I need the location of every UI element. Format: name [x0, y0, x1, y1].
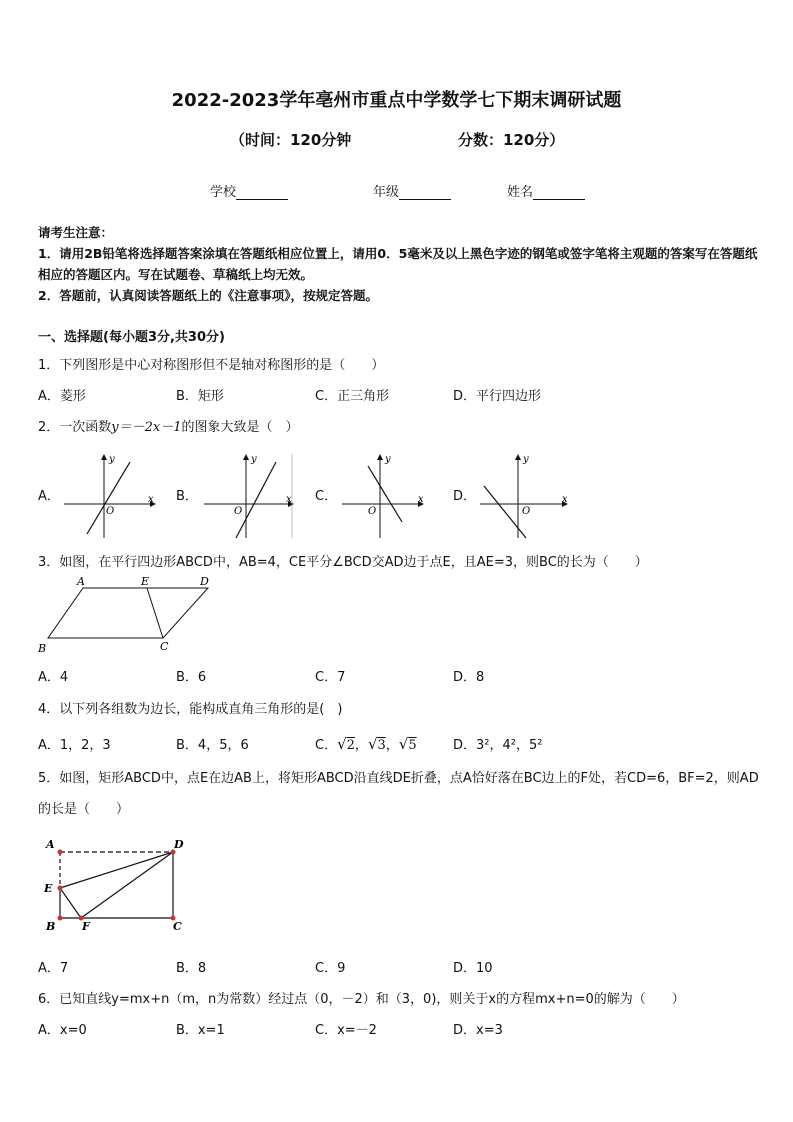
- q3-option-c[interactable]: C．7: [315, 670, 346, 685]
- q4-sep-2: ，: [385, 738, 399, 753]
- origin-label: O: [106, 506, 115, 517]
- page-title: 2022-2023学年亳州市重点中学数学七下期末调研试题: [171, 90, 622, 111]
- q4-option-c[interactable]: [315, 734, 417, 753]
- q2-graph-d[interactable]: [478, 452, 578, 540]
- q5-option-b[interactable]: B．8: [176, 961, 207, 976]
- grade-field[interactable]: [373, 181, 451, 200]
- q3-option-a[interactable]: A．4: [38, 670, 69, 685]
- q4-sep-1: ，: [354, 738, 368, 753]
- axis-y-label: y: [385, 454, 391, 465]
- sqrt-icon: √: [367, 735, 378, 753]
- notes-line-2: 2．答题前，认真阅读答题纸上的《注意事项》，按规定答题。: [38, 288, 378, 303]
- q2-stem-suffix: 的图象大致是（ ）: [181, 420, 299, 435]
- q2-option-d[interactable]: D．: [453, 489, 477, 504]
- q4-option-b[interactable]: B．4，5，6: [176, 738, 249, 753]
- vertex-c-label: C: [160, 640, 169, 653]
- q5-rectangle-figure: [40, 836, 190, 934]
- vertex-c-label: C: [173, 920, 182, 933]
- q2-stem-prefix: 2．一次函数: [38, 420, 112, 435]
- q1-option-a[interactable]: A．菱形: [38, 389, 86, 404]
- vertex-b-label: B: [46, 920, 56, 933]
- origin-label: O: [522, 506, 531, 517]
- q1-option-c[interactable]: C．正三角形: [315, 389, 390, 404]
- school-label: 学校: [210, 185, 237, 200]
- axis-y-label: y: [109, 454, 115, 465]
- vertex-a-label: A: [77, 575, 85, 588]
- origin-label: O: [368, 506, 377, 517]
- section-title: 一、选择题(每小题3分,共30分): [38, 330, 225, 345]
- point-a: [58, 850, 63, 855]
- q5-option-a[interactable]: A．7: [38, 961, 69, 976]
- vertex-e-label: E: [141, 575, 150, 588]
- q2-option-a[interactable]: A．: [38, 489, 60, 504]
- vertex-d-label: D: [174, 838, 184, 851]
- score-label: 分数：120分）: [458, 131, 565, 149]
- school-field[interactable]: [210, 181, 288, 200]
- q6-option-d[interactable]: D．x=3: [453, 1023, 503, 1038]
- notes-heading: 请考生注意：: [38, 225, 114, 240]
- school-blank[interactable]: [236, 185, 288, 200]
- q6-option-a[interactable]: A．x=0: [38, 1023, 87, 1038]
- q3-option-d[interactable]: D．8: [453, 670, 485, 685]
- q1-stem: 1．下列图形是中心对称图形但不是轴对称图形的是（ ）: [38, 358, 385, 373]
- vertex-d-label: D: [200, 575, 209, 588]
- axis-y-label: y: [523, 454, 529, 465]
- notes-block: [38, 222, 760, 306]
- q6-option-b[interactable]: B．x=1: [176, 1023, 225, 1038]
- sqrt-icon: √: [398, 735, 409, 753]
- origin-label: O: [234, 506, 243, 517]
- q2-graph-b[interactable]: [202, 452, 302, 540]
- q5-stem: 5．如图，矩形ABCD中，点E在边AB上，将矩形ABCD沿直线DE折叠，点A恰好落在BC边上的F处，若CD=6，BF=2，则AD的长是（ ）: [38, 771, 759, 817]
- vertex-a-label: A: [46, 838, 55, 851]
- q1-option-b[interactable]: B．矩形: [176, 389, 224, 404]
- axis-x-label: x: [418, 494, 424, 505]
- q3-stem: 3．如图，在平行四边形ABCD中，AB=4，CE平分∠BCD交AD边于点E，且AE=3，则BC的长为（ ）: [38, 555, 648, 570]
- point-b: [58, 916, 63, 921]
- q1-option-d[interactable]: D．平行四边形: [453, 389, 542, 404]
- q6-option-c[interactable]: C．x=－2: [315, 1023, 377, 1038]
- notes-line-1: 1．请用2B铅笔将选择题答案涂填在答题纸相应位置上，请用0．5毫米及以上黑色字迹的钢笔或签字笔将主观题的答案写在答题纸相应的答题区内。写在试题卷、草稿纸上均无效。: [38, 246, 758, 282]
- q4-option-c-letter: C．: [315, 738, 338, 753]
- sqrt-icon: √: [337, 735, 347, 753]
- q4-stem: 4．以下列各组数为边长，能构成直角三角形的是( ): [38, 702, 343, 717]
- q6-stem: 6．已知直线y=mx+n（m，n为常数）经过点（0，－2）和（3，0)，则关于x的方程mx+n=0的解为（ ）: [38, 992, 685, 1007]
- q2-stem: [38, 416, 299, 435]
- q3-option-b[interactable]: B．6: [176, 670, 207, 685]
- axis-x-label: x: [562, 494, 568, 505]
- q4-root-2: 3: [377, 738, 386, 753]
- name-field[interactable]: [507, 181, 585, 200]
- vertex-b-label: B: [38, 642, 47, 655]
- q2-stem-math: y＝－2x－1: [111, 420, 182, 435]
- q2-option-c[interactable]: C．: [315, 489, 338, 504]
- q5-option-d[interactable]: D．10: [453, 961, 493, 976]
- name-label: 姓名: [507, 185, 534, 200]
- axis-y-label: y: [251, 454, 257, 465]
- q2-graph-c[interactable]: [340, 452, 440, 540]
- grade-blank[interactable]: [399, 185, 451, 200]
- axis-x-label: x: [148, 494, 154, 505]
- q4-option-a[interactable]: A．1，2，3: [38, 738, 111, 753]
- name-blank[interactable]: [533, 185, 585, 200]
- q4-option-d[interactable]: D．3²，4²，5²: [453, 738, 543, 753]
- point-e: [58, 886, 63, 891]
- vertex-e-label: E: [44, 882, 53, 895]
- grade-label: 年级: [373, 185, 400, 200]
- axis-x-label: x: [286, 494, 292, 505]
- q5-option-c[interactable]: C．9: [315, 961, 346, 976]
- q2-option-b[interactable]: B．: [176, 489, 198, 504]
- q4-root-3: 5: [408, 738, 417, 753]
- q3-parallelogram-figure: [36, 574, 226, 656]
- time-label: （时间：120分钟: [230, 131, 352, 149]
- q2-graph-a[interactable]: [62, 452, 162, 540]
- q4-root-1: 2: [346, 738, 355, 753]
- vertex-f-label: F: [82, 920, 90, 933]
